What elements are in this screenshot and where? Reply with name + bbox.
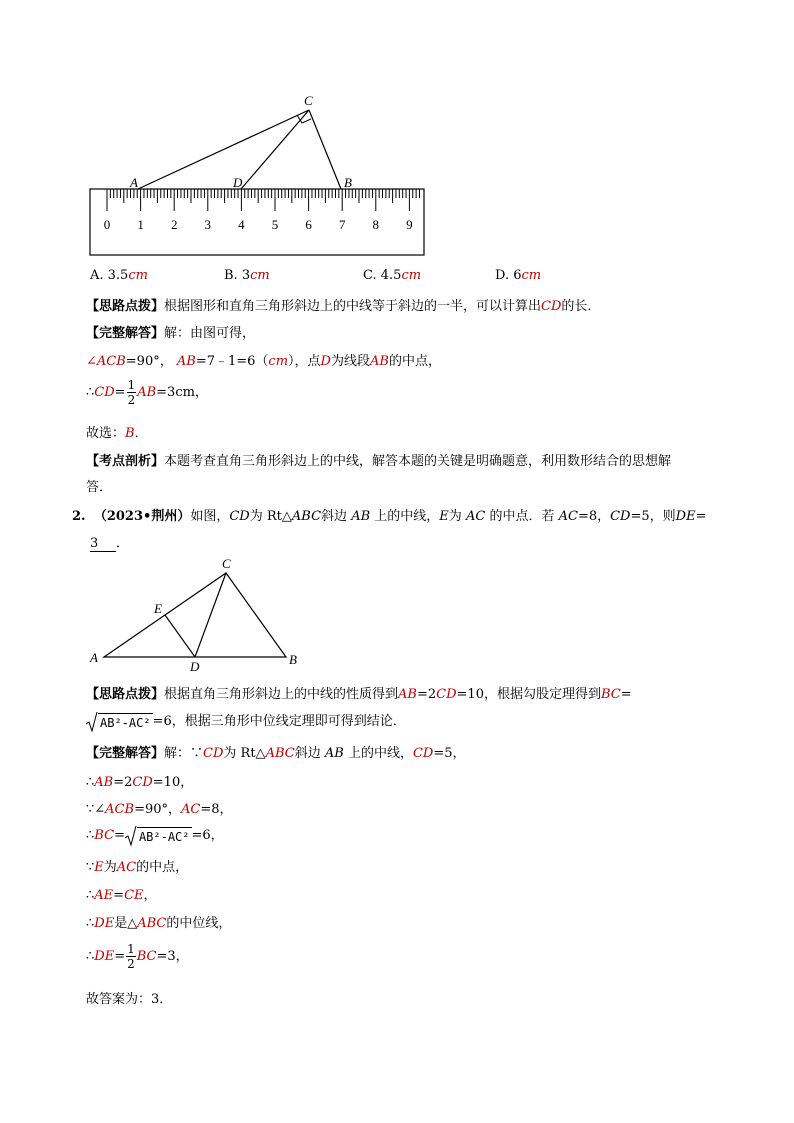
ruler-number: 9 bbox=[406, 217, 413, 232]
label-d: D bbox=[190, 659, 200, 674]
label-c: C bbox=[222, 556, 231, 571]
ruler-number: 7 bbox=[338, 217, 346, 232]
label-e: E bbox=[154, 601, 162, 616]
ruler-number: 4 bbox=[238, 217, 245, 232]
label-a: A bbox=[90, 650, 98, 665]
label-b: B bbox=[289, 652, 297, 667]
q1-analysis: 【考点剖析】本题考查直角三角形斜边上的中线，解答本题的关键是明确题意，利用数形结合的思想解 bbox=[86, 454, 672, 469]
segment-dc bbox=[241, 110, 309, 189]
q2-answer-line7: ∴DE是△ABC的中位线， bbox=[86, 916, 232, 931]
q2-stem: 2. （2023•荆州）如图，CD为 Rt△ABC斜边 AB 上的中线，E为 AC 的中点．若 AC=8，CD=5，则DE= bbox=[72, 509, 707, 524]
q1-hint: 【思路点拨】根据图形和直角三角形斜边上的中线等于斜边的一半，可以计算出CD的长． bbox=[86, 299, 601, 314]
q2-answer-line4: ∴BC= AB²-AC² =6， bbox=[86, 824, 224, 845]
triangle-figure-2 bbox=[86, 552, 316, 674]
q2-answer-line2: ∴AB=2CD=10， bbox=[86, 775, 194, 790]
ruler-number: 5 bbox=[271, 217, 279, 232]
sqrt-expression: AB²-AC² bbox=[125, 827, 192, 845]
ruler-number: 3 bbox=[204, 217, 212, 232]
segment-ac bbox=[138, 110, 309, 189]
ruler-ticks bbox=[107, 189, 419, 211]
q2-answer-line8: ∴DE= $\frac{1}{2}$ BC=3， bbox=[86, 942, 189, 971]
label-d: D bbox=[233, 175, 243, 190]
segment-ed bbox=[165, 615, 195, 657]
q1-answer-line3: ∴CD= $\frac{1}{2}$ AB=3cm， bbox=[86, 378, 208, 407]
ruler-number: 0 bbox=[103, 217, 111, 232]
q1-answer-line2: ∠ACB=90°， AB=7﹣1=6（cm），点D为线段AB的中点， bbox=[86, 354, 441, 369]
ruler-numbers bbox=[104, 217, 413, 232]
q2-answer-line1: 【完整解答】解：∵CD为 Rt△ABC斜边 AB 上的中线，CD=5， bbox=[86, 746, 466, 761]
q2-hint-cont: AB²-AC² =6，根据三角形中位线定理即可得到结论． bbox=[86, 710, 406, 731]
label-c: C bbox=[304, 93, 313, 108]
q2-answer-line3: ∵∠ACB=90°，AC=8， bbox=[86, 802, 233, 817]
ruler-number: 6 bbox=[305, 217, 312, 232]
q1-answer-lead: 【完整解答】解：由图可得， bbox=[86, 326, 256, 341]
q2-hint: 【思路点拨】根据直角三角形斜边上的中线的性质得到AB=2CD=10，根据勾股定理得到BC= bbox=[86, 687, 632, 702]
ruler-number: 8 bbox=[372, 217, 380, 232]
segment-dc bbox=[195, 573, 226, 657]
q1-choice: 故选：B． bbox=[86, 426, 148, 441]
q2-answer-line6: ∴AE=CE， bbox=[86, 888, 157, 903]
ruler-number: 2 bbox=[170, 217, 178, 232]
option-a: A. 3.5cm bbox=[90, 268, 148, 283]
option-b: B. 3cm bbox=[224, 268, 270, 283]
sqrt-expression: AB²-AC² bbox=[86, 713, 153, 731]
option-d: D. 6cm bbox=[495, 268, 542, 283]
q2-answer-line5: ∵E为AC的中点， bbox=[86, 860, 189, 875]
q1-analysis-cont: 答． bbox=[86, 480, 113, 495]
q2-final-answer: 故答案为：3． bbox=[86, 992, 173, 1007]
ruler-triangle-figure bbox=[86, 90, 431, 260]
label-a: A bbox=[130, 175, 138, 190]
segment-cb bbox=[309, 110, 341, 189]
q2-answer-blank: 3 ． bbox=[90, 536, 130, 551]
ruler-number: 1 bbox=[137, 217, 144, 232]
fraction-half: $\frac{1}{2}$ bbox=[127, 378, 136, 407]
triangle-abc bbox=[104, 573, 286, 657]
option-c: C. 4.5cm bbox=[363, 268, 422, 283]
fraction-half: $\frac{1}{2}$ bbox=[127, 942, 135, 971]
label-b: B bbox=[344, 175, 352, 190]
